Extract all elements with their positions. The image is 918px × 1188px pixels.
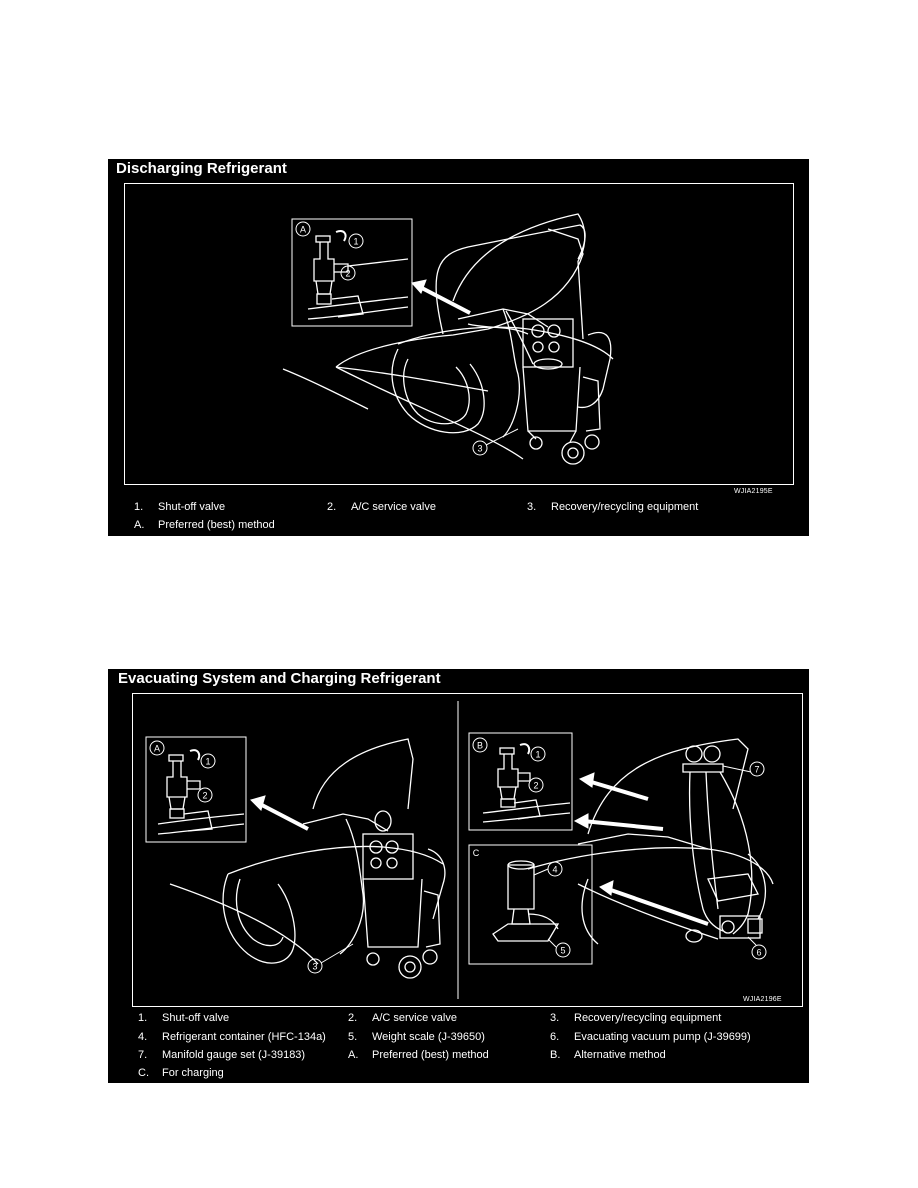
callout-2: 2 [345, 268, 351, 279]
discharging-illustration [108, 159, 809, 536]
callout-3: 3 [477, 443, 483, 454]
callout-3: 3 [312, 961, 318, 972]
callout-1: 1 [353, 236, 359, 247]
legend-item: 1. Shut-off valve [134, 501, 226, 513]
legend-item: A. Preferred (best) method [348, 1049, 489, 1061]
inset-b-label: B [476, 740, 484, 751]
inset-a-label: A [153, 743, 161, 754]
legend-item: 3. Recovery/recycling equipment [550, 1012, 722, 1024]
figure-evacuating-charging [108, 669, 809, 1083]
legend-item: B. Alternative method [550, 1049, 666, 1061]
legend-item: 7. Manifold gauge set (J-39183) [138, 1049, 306, 1061]
legend-item: 6. Evacuating vacuum pump (J-39699) [550, 1031, 751, 1043]
callout-5: 5 [560, 945, 566, 956]
callout-2: 2 [202, 790, 208, 801]
callout-2-alt: 2 [533, 780, 539, 791]
figure-title: Discharging Refrigerant [116, 160, 287, 177]
illustration-code: WJIA2196E [743, 996, 782, 1003]
illustration-code: WJIA2195E [734, 488, 773, 495]
callout-4: 4 [552, 864, 558, 875]
figure-discharging-refrigerant [108, 159, 809, 536]
callout-1-alt: 1 [535, 749, 541, 760]
legend-item: C. For charging [138, 1067, 224, 1079]
legend-item: 4. Refrigerant container (HFC-134a) [138, 1031, 326, 1043]
legend-item: 2. A/C service valve [348, 1012, 457, 1024]
legend-item: 3. Recovery/recycling equipment [527, 501, 699, 513]
callout-1: 1 [205, 756, 211, 767]
callout-7: 7 [754, 764, 760, 775]
legend-item: 2. A/C service valve [327, 501, 436, 513]
figure-title: Evacuating System and Charging Refrigerant [118, 670, 441, 687]
inset-c-label: C [472, 848, 480, 858]
legend-item: 1. Shut-off valve [138, 1012, 230, 1024]
callout-6: 6 [756, 947, 762, 958]
legend-item: 5. Weight scale (J-39650) [348, 1031, 485, 1043]
legend-item: A. Preferred (best) method [134, 519, 275, 531]
inset-a-label: A [299, 224, 307, 235]
